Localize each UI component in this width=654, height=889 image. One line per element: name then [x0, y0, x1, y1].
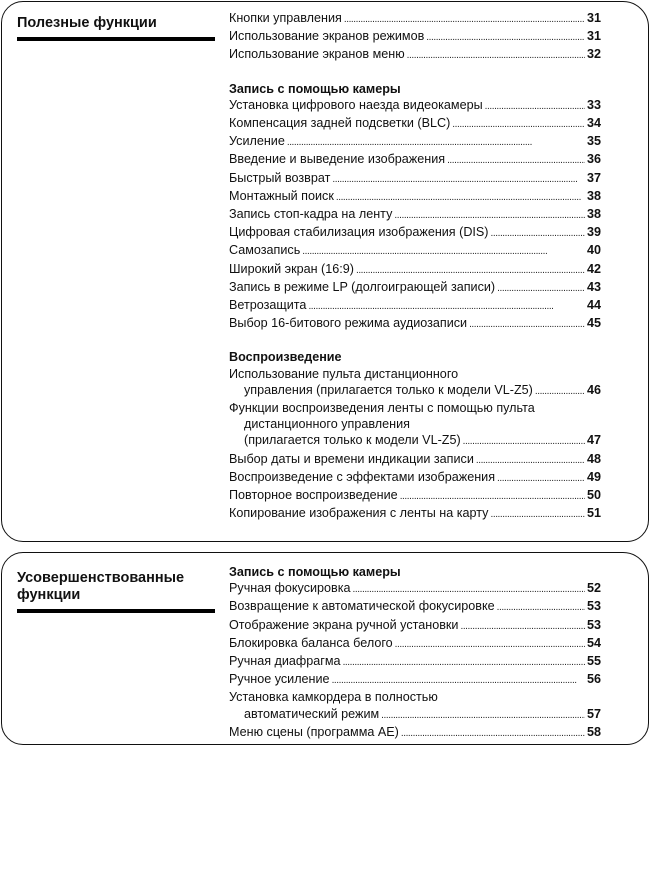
page-number: 32 [586, 47, 601, 62]
leader-dots [463, 434, 585, 450]
page-number: 43 [586, 279, 601, 294]
toc-entry[interactable]: Повторное воспроизведение . . . 50 [229, 487, 601, 505]
leader-dots [497, 471, 585, 487]
page-number: 38 [586, 207, 601, 222]
leader-dots [394, 208, 585, 224]
toc-entry[interactable]: Воспроизведение с эффектами изображения . . . 49 [229, 469, 601, 487]
page-number: 42 [586, 261, 601, 276]
toc-entry[interactable]: Широкий экран (16:9) . . . 42 [229, 261, 601, 279]
toc-entry[interactable]: Использование экранов меню . . . 32 [229, 46, 601, 64]
subsection-heading: Запись с помощью камеры [229, 81, 401, 96]
leader-dots [452, 117, 585, 133]
toc-entry[interactable]: Копирование изображения с ленты на карту . . . 51 [229, 505, 601, 523]
page-number: 39 [586, 225, 601, 240]
toc-entry-multiline[interactable]: Функции воспроизведения ленты с помощью пульта дистанционного управления (прилагается только к модели VL-Z5) . . . 47 [229, 400, 601, 451]
page-number: 57 [586, 706, 601, 721]
section-title-line: функции [17, 587, 81, 603]
toc-entry[interactable]: Цифровая стабилизация изображения (DIS) . . . 39 [229, 224, 601, 242]
toc-entry-multiline[interactable]: Использование пульта дистанционного управления (прилагается только к модели VL-Z5) . . . 46 [229, 366, 601, 400]
leader-dots [308, 299, 585, 315]
page-number: 52 [586, 581, 601, 596]
toc-entry[interactable]: Кнопки управления . . . 31 [229, 10, 601, 28]
leader-dots [401, 726, 585, 742]
page-number: 56 [586, 672, 601, 687]
leader-dots [302, 244, 585, 260]
page-number: 54 [586, 635, 601, 650]
page-number: 44 [586, 298, 601, 313]
leader-dots [381, 708, 585, 724]
leader-dots [343, 655, 585, 671]
page-number: 58 [586, 724, 601, 739]
section-title: Полезные функции [17, 15, 157, 31]
leader-dots [497, 281, 585, 297]
toc-entry[interactable]: Выбор 16-битового режима аудиозаписи . . . 45 [229, 315, 601, 333]
leader-dots [447, 153, 585, 169]
leader-dots [353, 582, 585, 598]
page-number: 37 [586, 170, 601, 185]
page-number: 31 [586, 29, 601, 44]
toc-entry[interactable]: Запись в режиме LP (долгоиграющей записи) . . . 43 [229, 279, 601, 297]
page-number: 40 [586, 243, 601, 258]
page-number: 49 [586, 469, 601, 484]
leader-dots [485, 99, 585, 115]
toc-entry[interactable]: Быстрый возврат . . . 37 [229, 170, 601, 188]
page-number: 55 [586, 654, 601, 669]
page-number: 35 [586, 134, 601, 149]
toc-entry[interactable]: Возвращение к автоматической фокусировке . . . 53 [229, 598, 601, 616]
leader-dots [336, 190, 585, 206]
toc-entry[interactable]: Меню сцены (программа AE) . . . 58 [229, 724, 601, 742]
toc-entry[interactable]: Установка цифрового наезда видеокамеры . . . 33 [229, 97, 601, 115]
toc-entry[interactable]: Выбор даты и времени индикации записи . . . 48 [229, 451, 601, 469]
section-title-block [17, 570, 215, 613]
page-number: 48 [586, 451, 601, 466]
page-number: 53 [586, 599, 601, 614]
toc-entry[interactable]: Использование экранов режимов . . . 31 [229, 28, 601, 46]
leader-dots [344, 12, 585, 28]
leader-dots [287, 135, 585, 151]
leader-dots [400, 489, 585, 505]
toc-entry[interactable]: Усиление . . . 35 [229, 133, 601, 151]
leader-dots [395, 637, 585, 653]
leader-dots [469, 317, 585, 333]
page-number: 45 [586, 316, 601, 331]
leader-dots [491, 226, 585, 242]
page-number: 38 [586, 188, 601, 203]
leader-dots [332, 673, 585, 689]
toc-entry[interactable]: Самозапись . . . 40 [229, 242, 601, 260]
section-title-line: Усовершенствованные [17, 570, 185, 586]
toc-entry[interactable]: Отображение экрана ручной установки . . . 53 [229, 617, 601, 635]
leader-dots [356, 263, 585, 279]
subsection-heading: Воспроизведение [229, 350, 342, 365]
page-number: 31 [586, 11, 601, 25]
toc-entry[interactable]: Введение и выведение изображения . . . 36 [229, 151, 601, 169]
subsection-heading: Запись с помощью камеры [229, 565, 401, 579]
leader-dots [460, 619, 585, 635]
toc-list-section-1 [229, 10, 601, 523]
leader-dots [490, 507, 585, 523]
leader-dots [476, 453, 585, 469]
leader-dots [426, 30, 585, 46]
title-underline [17, 609, 215, 613]
page-number: 36 [586, 152, 601, 167]
page-number: 53 [586, 617, 601, 632]
toc-entry[interactable]: Ветрозащита . . . 44 [229, 297, 601, 315]
toc-entry[interactable]: Блокировка баланса белого . . . 54 [229, 635, 601, 653]
page-number: 50 [586, 488, 601, 503]
leader-dots [535, 384, 585, 400]
toc-entry[interactable]: Ручная диафрагма . . . 55 [229, 653, 601, 671]
leader-dots [407, 48, 585, 64]
toc-entry[interactable]: Ручная фокусировка . . . 52 [229, 580, 601, 598]
leader-dots [332, 172, 585, 188]
page-number: 51 [586, 506, 601, 521]
toc-entry[interactable]: Компенсация задней подсветки (BLC) . . . 34 [229, 115, 601, 133]
page-number: 47 [586, 433, 601, 448]
toc-entry[interactable]: Запись стоп-кадра на ленту . . . 38 [229, 206, 601, 224]
title-underline [17, 37, 215, 41]
toc-entry[interactable]: Монтажный поиск . . . 38 [229, 188, 601, 206]
leader-dots [497, 600, 585, 616]
toc-entry-multiline[interactable]: Установка камкордера в полностью автоматический режим . . . 57 [229, 689, 601, 723]
section-title-block [17, 15, 215, 41]
toc-list-section-2 [229, 564, 601, 742]
page-number: 33 [586, 97, 601, 112]
page-number: 46 [586, 382, 601, 397]
toc-entry[interactable]: Ручное усиление . . . 56 [229, 671, 601, 689]
page-number: 34 [586, 116, 601, 131]
